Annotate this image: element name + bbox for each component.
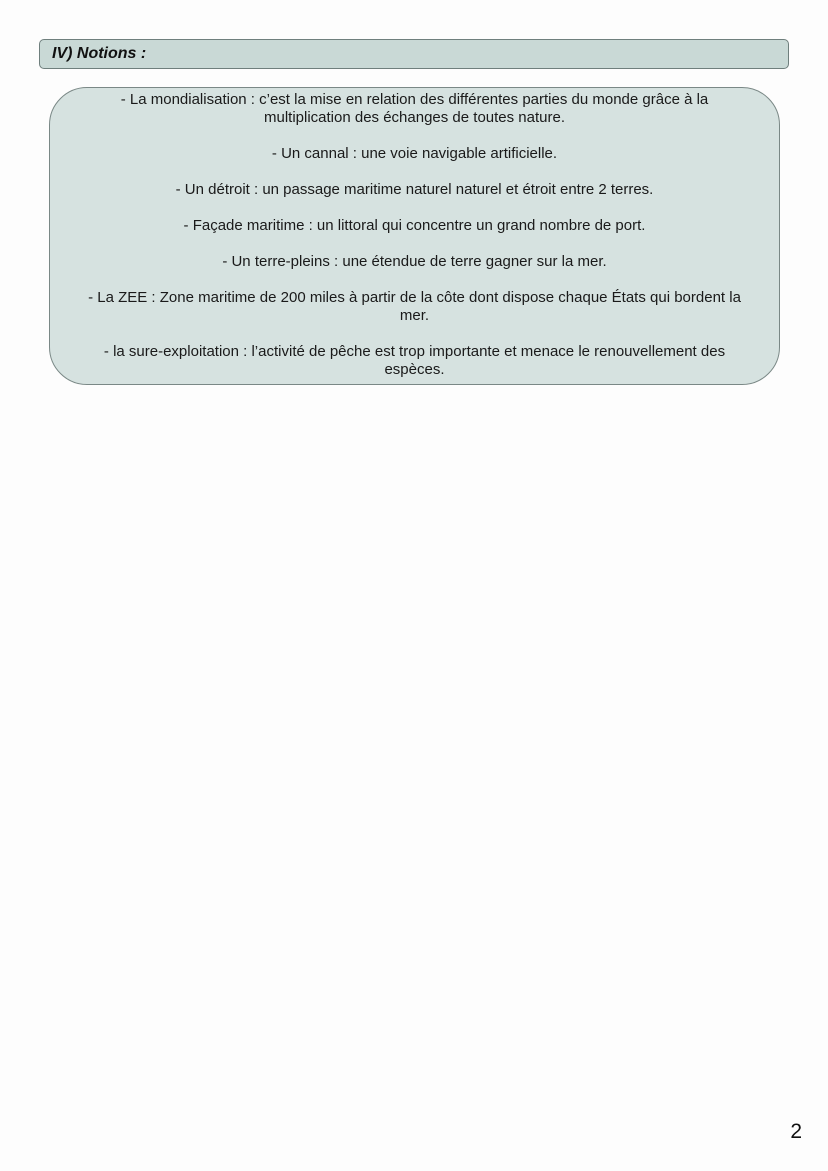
page-number: 2 — [790, 1120, 802, 1143]
notion-detroit: - Un détroit : un passage maritime naturel naturel et étroit entre 2 terres. — [175, 181, 654, 198]
notion-cannal: - Un cannal : une voie navigable artificielle. — [271, 145, 558, 162]
section-header — [39, 39, 789, 69]
notion-terre-pleins: - Un terre-pleins : une étendue de terre gagner sur la mer. — [222, 253, 607, 270]
notion-mondialisation: - La mondialisation : c’est la mise en relation des différentes parties du monde grâce à la multiplication des échanges de toutes nature. — [120, 91, 709, 126]
notion-facade-maritime: - Façade maritime : un littoral qui concentre un grand nombre de port. — [183, 217, 646, 234]
notion-zee: - La ZEE : Zone maritime de 200 miles à partir de la côte dont dispose chaque États qui bordent la mer. — [88, 289, 741, 324]
notions-box — [49, 87, 780, 385]
section-title: IV) Notions : — [52, 45, 147, 62]
notion-sure-exploitation: - la sure-exploitation : l’activité de pêche est trop importante et menace le renouvellement des espèces. — [103, 343, 726, 378]
